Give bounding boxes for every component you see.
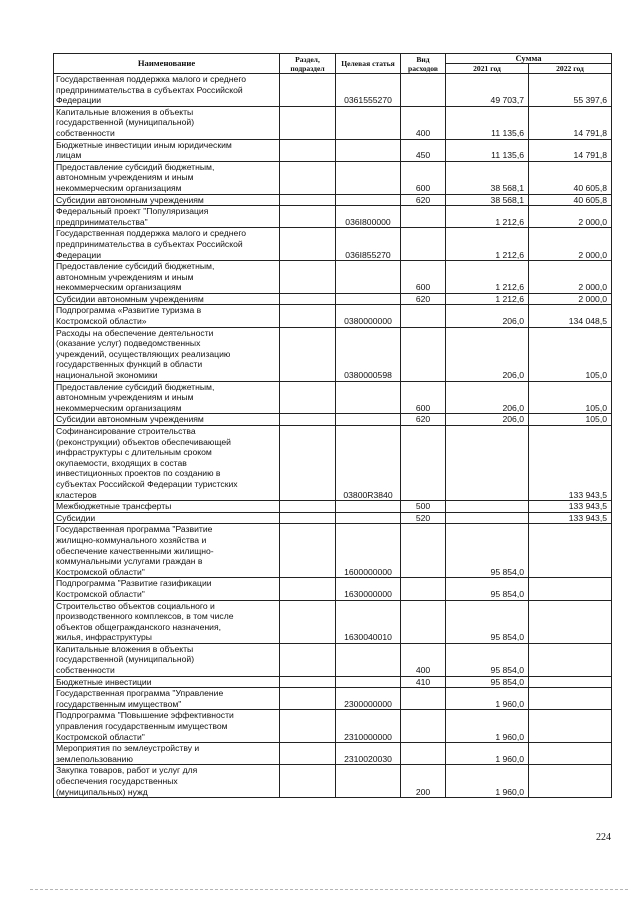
cell-name: Закупка товаров, работ и услуг для обеспечения государственных (муниципальных) нужд bbox=[54, 765, 280, 798]
table-row bbox=[54, 194, 612, 206]
cell-v2021: 206,0 bbox=[446, 327, 529, 381]
cell-section bbox=[280, 74, 336, 107]
table-row bbox=[54, 161, 612, 194]
cell-target: 1630040010 bbox=[336, 600, 401, 643]
cell-type bbox=[401, 688, 446, 710]
cell-section bbox=[280, 643, 336, 676]
cell-section bbox=[280, 206, 336, 228]
cell-section bbox=[280, 305, 336, 327]
cell-v2022 bbox=[529, 524, 612, 578]
cell-type: 600 bbox=[401, 161, 446, 194]
cell-v2022: 133 943,5 bbox=[529, 512, 612, 524]
cell-target bbox=[336, 161, 401, 194]
cell-type bbox=[401, 743, 446, 765]
cell-target bbox=[336, 501, 401, 513]
table-row bbox=[54, 261, 612, 294]
cell-target: 2310000000 bbox=[336, 710, 401, 743]
cell-target bbox=[336, 765, 401, 798]
cell-section bbox=[280, 501, 336, 513]
cell-v2021: 11 135,6 bbox=[446, 139, 529, 161]
cell-name: Подпрограмма «Развитие туризма в Костромской области» bbox=[54, 305, 280, 327]
table-body bbox=[54, 74, 612, 798]
cell-type bbox=[401, 228, 446, 261]
cell-section bbox=[280, 743, 336, 765]
cell-type: 600 bbox=[401, 381, 446, 414]
cell-type bbox=[401, 206, 446, 228]
table-row bbox=[54, 139, 612, 161]
cell-v2022: 14 791,8 bbox=[529, 106, 612, 139]
cell-section bbox=[280, 688, 336, 710]
table-row bbox=[54, 305, 612, 327]
cell-name: Государственная программа "Управление государственным имуществом" bbox=[54, 688, 280, 710]
cell-name: Государственная программа "Развитие жилищно-коммунального хозяйства и обеспечение качественными жилищно- коммунальными услугами граждан в Костромской области" bbox=[54, 524, 280, 578]
cell-section bbox=[280, 578, 336, 600]
cell-v2022 bbox=[529, 765, 612, 798]
cell-v2022: 2 000,0 bbox=[529, 261, 612, 294]
cell-name: Бюджетные инвестиции иным юридическим лицам bbox=[54, 139, 280, 161]
cell-target bbox=[336, 414, 401, 426]
cell-section bbox=[280, 161, 336, 194]
cell-v2022: 105,0 bbox=[529, 414, 612, 426]
table-row bbox=[54, 106, 612, 139]
cell-v2022: 134 048,5 bbox=[529, 305, 612, 327]
cell-section bbox=[280, 381, 336, 414]
header-target: Целевая статья bbox=[336, 54, 401, 74]
table-row bbox=[54, 74, 612, 107]
cell-target: 03800R3840 bbox=[336, 426, 401, 501]
cell-v2022: 14 791,8 bbox=[529, 139, 612, 161]
cell-v2021: 1 212,6 bbox=[446, 206, 529, 228]
header-section: Раздел, подраздел bbox=[280, 54, 336, 74]
cell-type: 200 bbox=[401, 765, 446, 798]
cell-v2021: 1 960,0 bbox=[446, 765, 529, 798]
cell-section bbox=[280, 228, 336, 261]
cell-type: 450 bbox=[401, 139, 446, 161]
cell-v2021: 95 854,0 bbox=[446, 643, 529, 676]
cell-v2021: 38 568,1 bbox=[446, 161, 529, 194]
cell-section bbox=[280, 139, 336, 161]
cell-name: Бюджетные инвестиции bbox=[54, 676, 280, 688]
table-row bbox=[54, 688, 612, 710]
cell-section bbox=[280, 327, 336, 381]
cell-target: 1630000000 bbox=[336, 578, 401, 600]
cell-v2021 bbox=[446, 426, 529, 501]
cell-type: 500 bbox=[401, 501, 446, 513]
table-row bbox=[54, 765, 612, 798]
cell-v2021: 95 854,0 bbox=[446, 524, 529, 578]
cell-name: Расходы на обеспечение деятельности (оказание услуг) подведомственных учреждений, осуществляющих реализацию государственных функций в области национальной экономики bbox=[54, 327, 280, 381]
cell-type: 620 bbox=[401, 194, 446, 206]
cell-section bbox=[280, 600, 336, 643]
cell-section bbox=[280, 765, 336, 798]
cell-name: Субсидии bbox=[54, 512, 280, 524]
budget-table-page bbox=[53, 53, 611, 798]
cell-name: Федеральный проект "Популяризация предпринимательства" bbox=[54, 206, 280, 228]
cell-v2021: 1 960,0 bbox=[446, 743, 529, 765]
cell-v2022: 40 605,8 bbox=[529, 161, 612, 194]
cell-type: 620 bbox=[401, 293, 446, 305]
cell-v2022 bbox=[529, 688, 612, 710]
cell-target bbox=[336, 512, 401, 524]
cell-type bbox=[401, 578, 446, 600]
cell-type bbox=[401, 710, 446, 743]
table-row bbox=[54, 512, 612, 524]
cell-v2021: 1 212,6 bbox=[446, 293, 529, 305]
cell-section bbox=[280, 293, 336, 305]
table-row bbox=[54, 600, 612, 643]
cell-v2021: 206,0 bbox=[446, 305, 529, 327]
cell-target bbox=[336, 106, 401, 139]
cell-name: Предоставление субсидий бюджетным, автономным учреждениям и иным некоммерческим организациям bbox=[54, 261, 280, 294]
cell-type: 410 bbox=[401, 676, 446, 688]
cell-v2021: 95 854,0 bbox=[446, 578, 529, 600]
cell-name: Субсидии автономным учреждениям bbox=[54, 293, 280, 305]
cell-v2021 bbox=[446, 512, 529, 524]
cell-v2022 bbox=[529, 600, 612, 643]
cell-v2022 bbox=[529, 643, 612, 676]
cell-v2022 bbox=[529, 710, 612, 743]
cell-type bbox=[401, 305, 446, 327]
cell-name: Капитальные вложения в объекты государственной (муниципальной) собственности bbox=[54, 106, 280, 139]
cell-v2022 bbox=[529, 743, 612, 765]
cell-name: Софинансирование строительства (реконструкции) объектов обеспечивающей инфраструктуры с длительным сроком окупаемости, входящих в состав инвестиционных проектов по созданию в субъектах Российской Федерации туристских кластеров bbox=[54, 426, 280, 501]
header-year-2021: 2021 год bbox=[446, 64, 529, 74]
cell-v2021: 49 703,7 bbox=[446, 74, 529, 107]
header-name: Наименование bbox=[54, 54, 280, 74]
cell-target bbox=[336, 381, 401, 414]
cell-v2022 bbox=[529, 578, 612, 600]
cell-name: Подпрограмма "Повышение эффективности управления государственным имуществом Костромской области" bbox=[54, 710, 280, 743]
cell-v2021: 95 854,0 bbox=[446, 676, 529, 688]
cell-v2022: 40 605,8 bbox=[529, 194, 612, 206]
cell-v2022: 2 000,0 bbox=[529, 293, 612, 305]
cell-section bbox=[280, 261, 336, 294]
header-sum: Сумма bbox=[446, 54, 612, 64]
cell-name: Предоставление субсидий бюджетным, автономным учреждениям и иным некоммерческим организациям bbox=[54, 161, 280, 194]
cell-name: Строительство объектов социального и производственного комплексов, в том числе объектов общегражданского назначения, жилья, инфраструктуры bbox=[54, 600, 280, 643]
cell-target bbox=[336, 293, 401, 305]
cell-v2021: 1 212,6 bbox=[446, 261, 529, 294]
cell-target: 2310020030 bbox=[336, 743, 401, 765]
cell-name: Капитальные вложения в объекты государственной (муниципальной) собственности bbox=[54, 643, 280, 676]
cell-v2021: 38 568,1 bbox=[446, 194, 529, 206]
header-year-2022: 2022 год bbox=[529, 64, 612, 74]
table-row bbox=[54, 293, 612, 305]
table-row bbox=[54, 228, 612, 261]
cell-name: Государственная поддержка малого и среднего предпринимательства в субъектах Российской Федерации bbox=[54, 74, 280, 107]
cell-type bbox=[401, 327, 446, 381]
cell-type bbox=[401, 74, 446, 107]
cell-target: 036I855270 bbox=[336, 228, 401, 261]
cell-section bbox=[280, 194, 336, 206]
cell-target bbox=[336, 261, 401, 294]
cell-section bbox=[280, 676, 336, 688]
cell-v2021 bbox=[446, 501, 529, 513]
cell-v2022: 105,0 bbox=[529, 381, 612, 414]
table-row bbox=[54, 501, 612, 513]
table-row bbox=[54, 578, 612, 600]
table-row bbox=[54, 426, 612, 501]
cell-type bbox=[401, 426, 446, 501]
cell-section bbox=[280, 710, 336, 743]
cell-name: Государственная поддержка малого и среднего предпринимательства в субъектах Российской Федерации bbox=[54, 228, 280, 261]
cell-name: Мероприятия по землеустройству и землепользованию bbox=[54, 743, 280, 765]
cell-target bbox=[336, 139, 401, 161]
cell-type bbox=[401, 600, 446, 643]
scan-edge-line bbox=[30, 889, 628, 890]
cell-target: 036I800000 bbox=[336, 206, 401, 228]
page-number: 224 bbox=[596, 832, 611, 843]
table-row bbox=[54, 743, 612, 765]
table-row bbox=[54, 710, 612, 743]
cell-type: 620 bbox=[401, 414, 446, 426]
cell-name: Субсидии автономным учреждениям bbox=[54, 414, 280, 426]
cell-v2021: 1 212,6 bbox=[446, 228, 529, 261]
cell-v2021: 206,0 bbox=[446, 414, 529, 426]
cell-v2022: 133 943,5 bbox=[529, 501, 612, 513]
cell-v2022: 105,0 bbox=[529, 327, 612, 381]
cell-section bbox=[280, 524, 336, 578]
cell-v2022 bbox=[529, 676, 612, 688]
table-row bbox=[54, 381, 612, 414]
cell-target bbox=[336, 676, 401, 688]
cell-type bbox=[401, 524, 446, 578]
cell-target bbox=[336, 643, 401, 676]
cell-section bbox=[280, 426, 336, 501]
cell-v2022: 133 943,5 bbox=[529, 426, 612, 501]
table-row bbox=[54, 327, 612, 381]
cell-type: 400 bbox=[401, 643, 446, 676]
cell-target bbox=[336, 194, 401, 206]
cell-v2021: 206,0 bbox=[446, 381, 529, 414]
cell-name: Субсидии автономным учреждениям bbox=[54, 194, 280, 206]
cell-name: Предоставление субсидий бюджетным, автономным учреждениям и иным некоммерческим организациям bbox=[54, 381, 280, 414]
cell-target: 0361555270 bbox=[336, 74, 401, 107]
cell-section bbox=[280, 512, 336, 524]
cell-v2022: 55 397,6 bbox=[529, 74, 612, 107]
cell-type: 600 bbox=[401, 261, 446, 294]
cell-name: Подпрограмма "Развитие газификации Костромской области" bbox=[54, 578, 280, 600]
header-type: Вид расходов bbox=[401, 54, 446, 74]
table-row bbox=[54, 206, 612, 228]
budget-table bbox=[53, 53, 612, 798]
table-row bbox=[54, 524, 612, 578]
cell-v2021: 95 854,0 bbox=[446, 600, 529, 643]
cell-target: 1600000000 bbox=[336, 524, 401, 578]
table-row bbox=[54, 414, 612, 426]
cell-section bbox=[280, 414, 336, 426]
cell-v2021: 1 960,0 bbox=[446, 710, 529, 743]
cell-target: 0380000000 bbox=[336, 305, 401, 327]
cell-v2022: 2 000,0 bbox=[529, 206, 612, 228]
table-row bbox=[54, 676, 612, 688]
cell-type: 520 bbox=[401, 512, 446, 524]
cell-type: 400 bbox=[401, 106, 446, 139]
cell-target: 2300000000 bbox=[336, 688, 401, 710]
cell-v2022: 2 000,0 bbox=[529, 228, 612, 261]
cell-section bbox=[280, 106, 336, 139]
cell-name: Межбюджетные трансферты bbox=[54, 501, 280, 513]
cell-v2021: 1 960,0 bbox=[446, 688, 529, 710]
cell-v2021: 11 135,6 bbox=[446, 106, 529, 139]
cell-target: 0380000598 bbox=[336, 327, 401, 381]
table-row bbox=[54, 643, 612, 676]
